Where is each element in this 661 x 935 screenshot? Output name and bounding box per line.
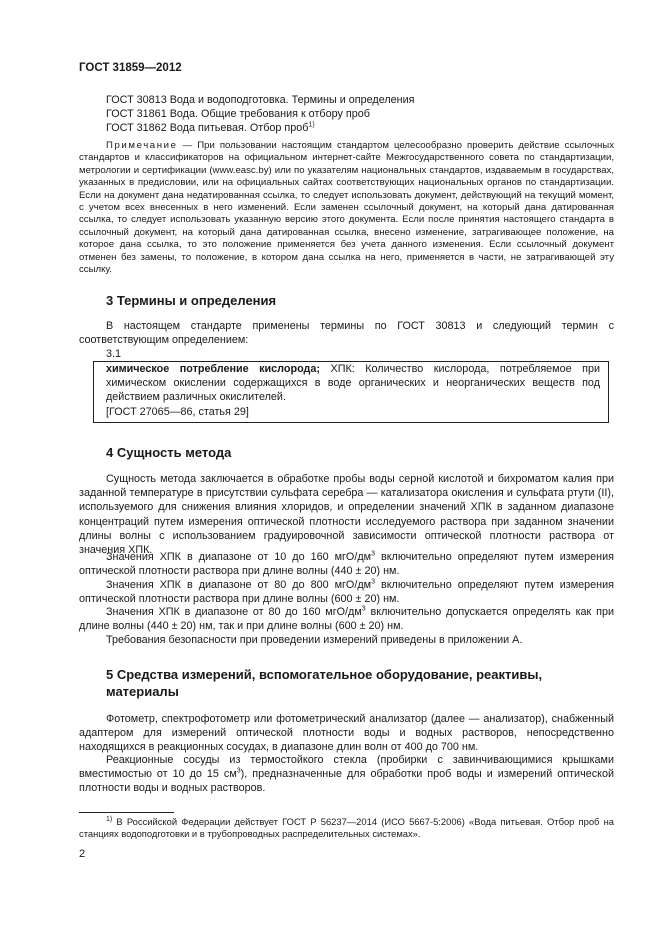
section-3-intro: В настоящем стандарте применены термины по ГОСТ 30813 и следующий термин с соответствующим определением: <box>79 320 614 347</box>
note-paragraph: Примечание — При пользовании настоящим стандартом целесообразно проверить действие ссылочных стандартов и классификаторов на официальном интернет-сайте Межгосударственного совета по стандартизации, метрологии и сертификации (www.easc.by) или по указателям национальных стандартов, издаваемым в государствах, указанных в предисловии, или на официальных сайтах соответствующих национальных органов по стандартизации. Если на документ дана недатированная ссылка, то следует использовать документ, действующий на текущий момент, с учетом всех внесенных в него изменений. Если заменен ссылочный документ, на который дана датированная ссылка, то следует использовать указанную версию этого документа. Если после принятия настоящего стандарта в ссылочный документ, на который дана датированная ссылка, внесено изменение, затрагивающее положение, на которое дана ссылка, то это положение применяется без учета данного изменения. Если ссылочный документ отменен без замены, то положение, в котором дана ссылка на него, применяется в части, не затрагивающей эту ссылку. <box>79 140 614 276</box>
term-source: [ГОСТ 27065—86, статья 29] <box>106 406 249 418</box>
reference-gost-30813: ГОСТ 30813 Вода и водоподготовка. Термины и определения <box>106 94 415 106</box>
term-definition: химическое потребление кислорода; ХПК: Количество кислорода, потребляемое при химическом окислении содержащихся в воде органических и неорганических веществ под действием различных окислителей. <box>106 363 600 403</box>
section-4-paragraph-4: Значения ХПК в диапазоне от 80 до 160 мгО/$дм^3$ включительно допускается определять как при длине волны (440 ± 20) нм, так и при длине волны (600 ± 20) нм. <box>79 605 614 633</box>
section-4-paragraph-1: Сущность метода заключается в обработке пробы воды серной кислотой и бихроматом калия при заданной температуре в присутствии сульфата серебра — катализатора окисления и сульфата ртути (II), используемого для снижения влияния хлоридов, и определении значений ХПК в заданном диапазоне концентраций путем измерения оптической плотности исследуемого раствора при заданном значении длины волны с использованием градуировочной зависимости оптической плотности раствора от значения ХПК. <box>79 473 614 557</box>
document-header: ГОСТ 31859—2012 <box>79 62 182 74</box>
section-5-heading: 5 Средства измерений, вспомогательное оборудование, реактивы, материалы <box>106 667 543 699</box>
section-4-heading: 4 Сущность метода <box>106 445 232 460</box>
reference-gost-31861: ГОСТ 31861 Вода. Общие требования к отбору проб <box>106 108 370 120</box>
footnote: $^{1)}$ В Российской Федерации действует ГОСТ Р 56237—2014 (ИСО 5667-5:2006) «Вода питьевая. Отбор проб на станциях водоподготовки и в трубопроводных распределительных системах». <box>79 815 614 839</box>
term-name: химическое потребление кислорода; <box>106 363 320 375</box>
footnote-divider <box>79 812 174 813</box>
section-4-paragraph-3: Значения ХПК в диапазоне от 80 до 800 мгО/$дм^3$ включительно определяют путем измерения оптической плотности раствора при длине волны (600 ± 20) нм. <box>79 578 614 606</box>
footnote-marker: 1) <box>308 121 315 129</box>
section-5-paragraph-1: Фотометр, спектрофотометр или фотометрический анализатор (далее — анализатор), снабженный адаптером для измерений оптической плотности воды и водных растворов, непосредственно находящихся в реакционных сосудах, в диапазоне длин волн от 400 до 700 нм. <box>79 713 614 754</box>
reference-gost-31862: ГОСТ 31862 Вода питьевая. Отбор проб$^{1)}$ <box>106 121 315 134</box>
section-4-paragraph-2: Значения ХПК в диапазоне от 10 до 160 мгО/$дм^3$ включительно определяют путем измерения оптической плотности раствора при длине волны (440 ± 20) нм. <box>79 550 614 578</box>
section-3-heading: 3 Термины и определения <box>106 293 277 308</box>
section-4-paragraph-5: Требования безопасности при проведении измерений приведены в приложении А. <box>106 634 523 646</box>
section-5-paragraph-2: Реакционные сосуды из термостойкого стекла (пробирки с завинчивающимися крышками вместимостью от 10 до 15 $см^3$), предназначенные для обработки проб воды и измерений оптической плотности воды и водных растворов. <box>79 754 614 795</box>
note-label: Примечание <box>106 140 178 151</box>
page-number: 2 <box>79 848 86 860</box>
term-number: 3.1 <box>106 348 122 360</box>
